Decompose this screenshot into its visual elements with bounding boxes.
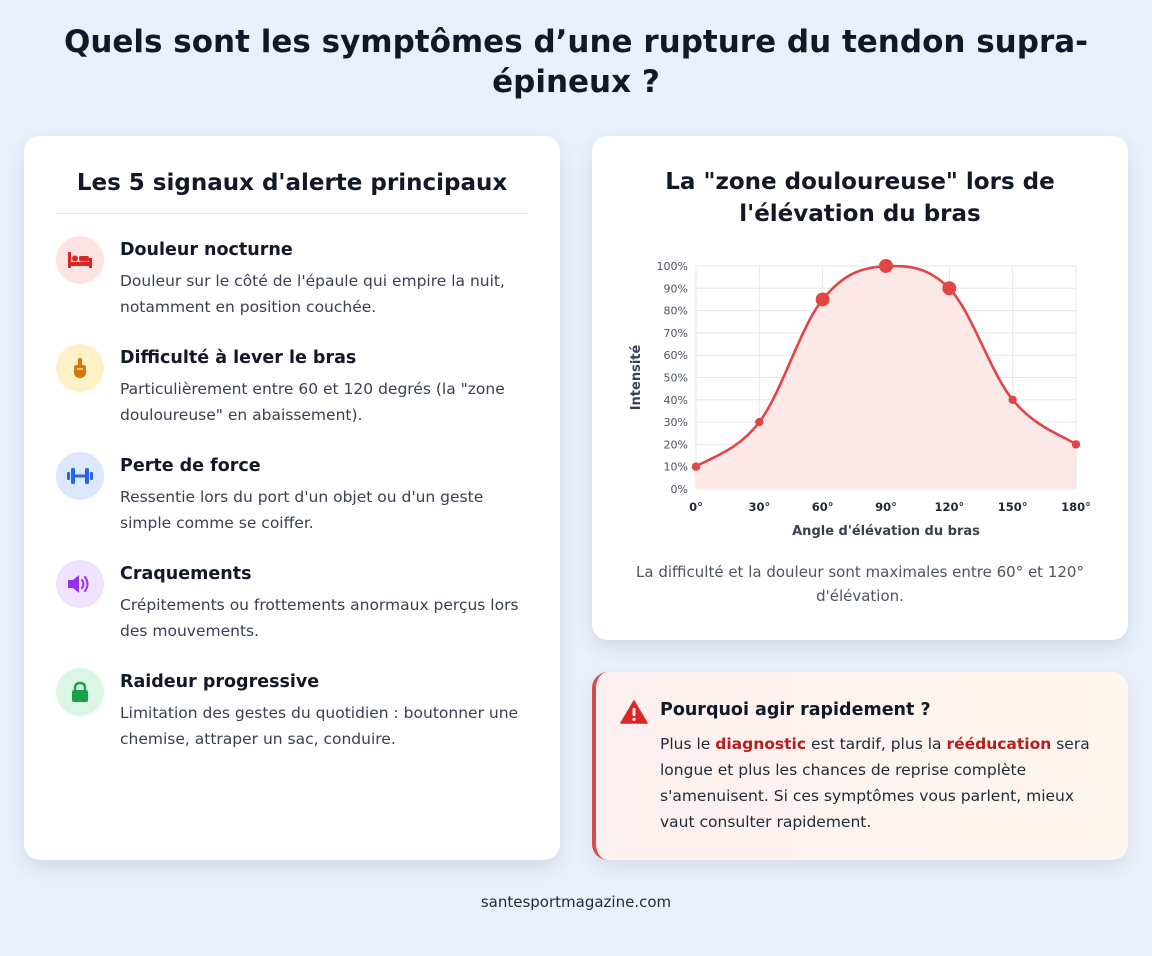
- signal-text: Crépitements ou frottements anormaux perçus lors des mouvements.: [120, 596, 519, 640]
- alert-title: Pourquoi agir rapidement ?: [660, 700, 931, 720]
- y-tick-label: 80%: [663, 304, 688, 318]
- y-tick-label: 0%: [670, 483, 688, 496]
- signal-title: Craquements: [120, 564, 252, 584]
- signal-title: Difficulté à lever le bras: [120, 348, 357, 368]
- footer-source: santesportmagazine.com: [480, 893, 672, 911]
- signal-title: Douleur nocturne: [120, 240, 293, 260]
- y-tick-label: 30%: [663, 416, 688, 430]
- x-tick-label: 60°: [811, 500, 834, 514]
- bed-icon: [56, 236, 104, 284]
- y-tick-label: 60%: [663, 349, 688, 363]
- page-title: Quels sont les symptômes d’une rupture du tendon supra-épineux ?: [63, 24, 1089, 100]
- alert-highlight-reeducation: rééducation: [946, 735, 1052, 753]
- lock-icon: [56, 668, 104, 716]
- signal-title: Raideur progressive: [120, 672, 320, 692]
- x-axis-label: Angle d'élévation du bras: [792, 524, 980, 539]
- data-point: [1072, 440, 1080, 448]
- signal-text: Limitation des gestes du quotidien : boutonner une chemise, attraper un sac, conduire.: [120, 704, 519, 748]
- x-tick-label: 120°: [934, 500, 965, 514]
- x-tick-label: 90°: [875, 500, 897, 514]
- data-point: [755, 418, 763, 426]
- signal-text: Ressentie lors du port d'un objet ou d'un geste simple comme se coiffer.: [120, 488, 484, 532]
- alert-body-part: sera longue et plus les chances de reprise complète s'amenuisent. Si ces symptômes vous parlent, mieux vaut consulter rapidement.: [660, 735, 1090, 831]
- signal-text: Particulièrement entre 60 et 120 degrés (la "zone douloureuse" en abaissement).: [120, 380, 505, 424]
- alert-highlight-diagnostic: diagnostic: [715, 735, 807, 753]
- speaker-icon: [56, 560, 104, 608]
- data-point: [879, 259, 893, 273]
- x-tick-label: 0°: [689, 500, 703, 514]
- data-point: [942, 281, 956, 295]
- y-tick-label: 50%: [663, 371, 688, 385]
- data-point: [692, 463, 700, 471]
- chart-caption-text: La difficulté et la douleur sont maximales entre 60° et 120° d'élévation.: [636, 563, 1084, 605]
- y-tick-label: 10%: [663, 460, 688, 474]
- signal-text: Douleur sur le côté de l'épaule qui empire la nuit, notamment en position couchée.: [120, 272, 505, 316]
- signals-card: [24, 136, 560, 860]
- signals-title: Les 5 signaux d'alerte principaux: [56, 166, 528, 214]
- y-tick-label: 20%: [663, 438, 688, 452]
- signal-title: Perte de force: [120, 456, 261, 476]
- alert-body: [660, 731, 1110, 835]
- chart-caption: [632, 560, 1088, 608]
- data-point: [816, 292, 830, 306]
- raised-hand-icon: [56, 344, 104, 392]
- x-tick-label: 30°: [748, 500, 771, 514]
- alert-body-part: Plus le: [660, 735, 716, 753]
- y-tick-label: 40%: [663, 393, 688, 407]
- x-tick-label: 150°: [997, 500, 1028, 514]
- alert-card: [592, 672, 1128, 860]
- y-tick-label: 90%: [663, 282, 688, 296]
- warning-icon: [620, 700, 648, 728]
- chart-title: La "zone douloureuse" lors de l'élévation du bras: [665, 169, 1055, 227]
- dumbbell-icon: [56, 452, 104, 500]
- data-point: [1008, 396, 1016, 404]
- y-axis-label: Intensité: [629, 344, 644, 411]
- x-tick-label: 180°: [1061, 500, 1091, 514]
- y-tick-label: 70%: [663, 326, 688, 340]
- y-tick-label: 100%: [656, 260, 688, 273]
- alert-body-part: est tardif, plus la: [806, 735, 947, 753]
